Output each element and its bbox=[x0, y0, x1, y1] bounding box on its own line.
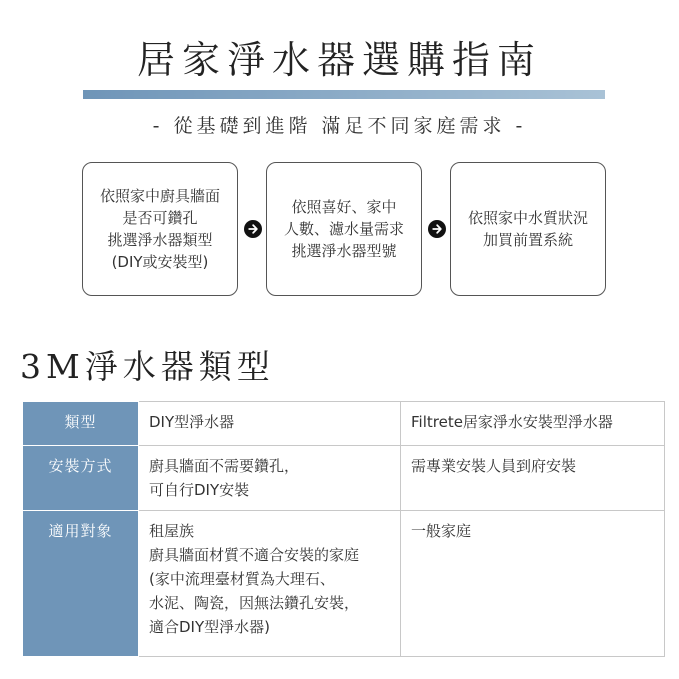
step-box-1: 依照家中廚具牆面 是否可鑽孔 挑選淨水器類型 (DIY或安裝型) bbox=[82, 162, 238, 296]
table-row bbox=[23, 446, 665, 511]
table-cell-install bbox=[401, 402, 665, 446]
row-header: 適用對象 bbox=[23, 511, 139, 657]
step-box-2: 依照喜好、家中 人數、濾水量需求 挑選淨水器型號 bbox=[266, 162, 422, 296]
cell-text: 需專業安裝人員到府安裝 bbox=[411, 457, 577, 475]
table-cell-diy bbox=[139, 402, 401, 446]
title-underline-bar bbox=[83, 90, 605, 99]
cell-text: 租屋族 廚具牆面材質不適合安裝的家庭 (家中流理臺材質為大理石、 水泥、陶瓷，因無法鑽孔安裝， 適合DIY型淨水器) bbox=[149, 522, 360, 636]
table-cell-install bbox=[401, 446, 665, 511]
page-title: 居家淨水器選購指南 bbox=[136, 38, 542, 82]
table-cell-install bbox=[401, 511, 665, 657]
table-row bbox=[23, 511, 665, 657]
arrow-right-glyph bbox=[247, 223, 259, 235]
page-subtitle: - 從基礎到進階 滿足不同家庭需求 - bbox=[152, 115, 527, 137]
cell-text: DIY型淨水器 bbox=[149, 413, 235, 431]
section-title: 3M淨水器類型 bbox=[20, 347, 275, 386]
step-box-3: 依照家中水質狀況 加買前置系統 bbox=[450, 162, 606, 296]
arrow-right-circle-icon bbox=[244, 220, 262, 238]
arrow-right-circle-icon bbox=[428, 220, 446, 238]
arrow-right-glyph bbox=[431, 223, 443, 235]
table-cell-diy bbox=[139, 511, 401, 657]
row-header: 安裝方式 bbox=[23, 446, 139, 511]
table-row bbox=[23, 402, 665, 446]
row-header: 類型 bbox=[23, 402, 139, 446]
cell-text: Filtrete居家淨水安裝型淨水器 bbox=[411, 413, 613, 431]
table-cell-diy bbox=[139, 446, 401, 511]
cell-text: 一般家庭 bbox=[411, 522, 472, 540]
comparison-table bbox=[22, 401, 665, 657]
cell-text: 廚具牆面不需要鑽孔， 可自行DIY安裝 bbox=[149, 457, 300, 499]
